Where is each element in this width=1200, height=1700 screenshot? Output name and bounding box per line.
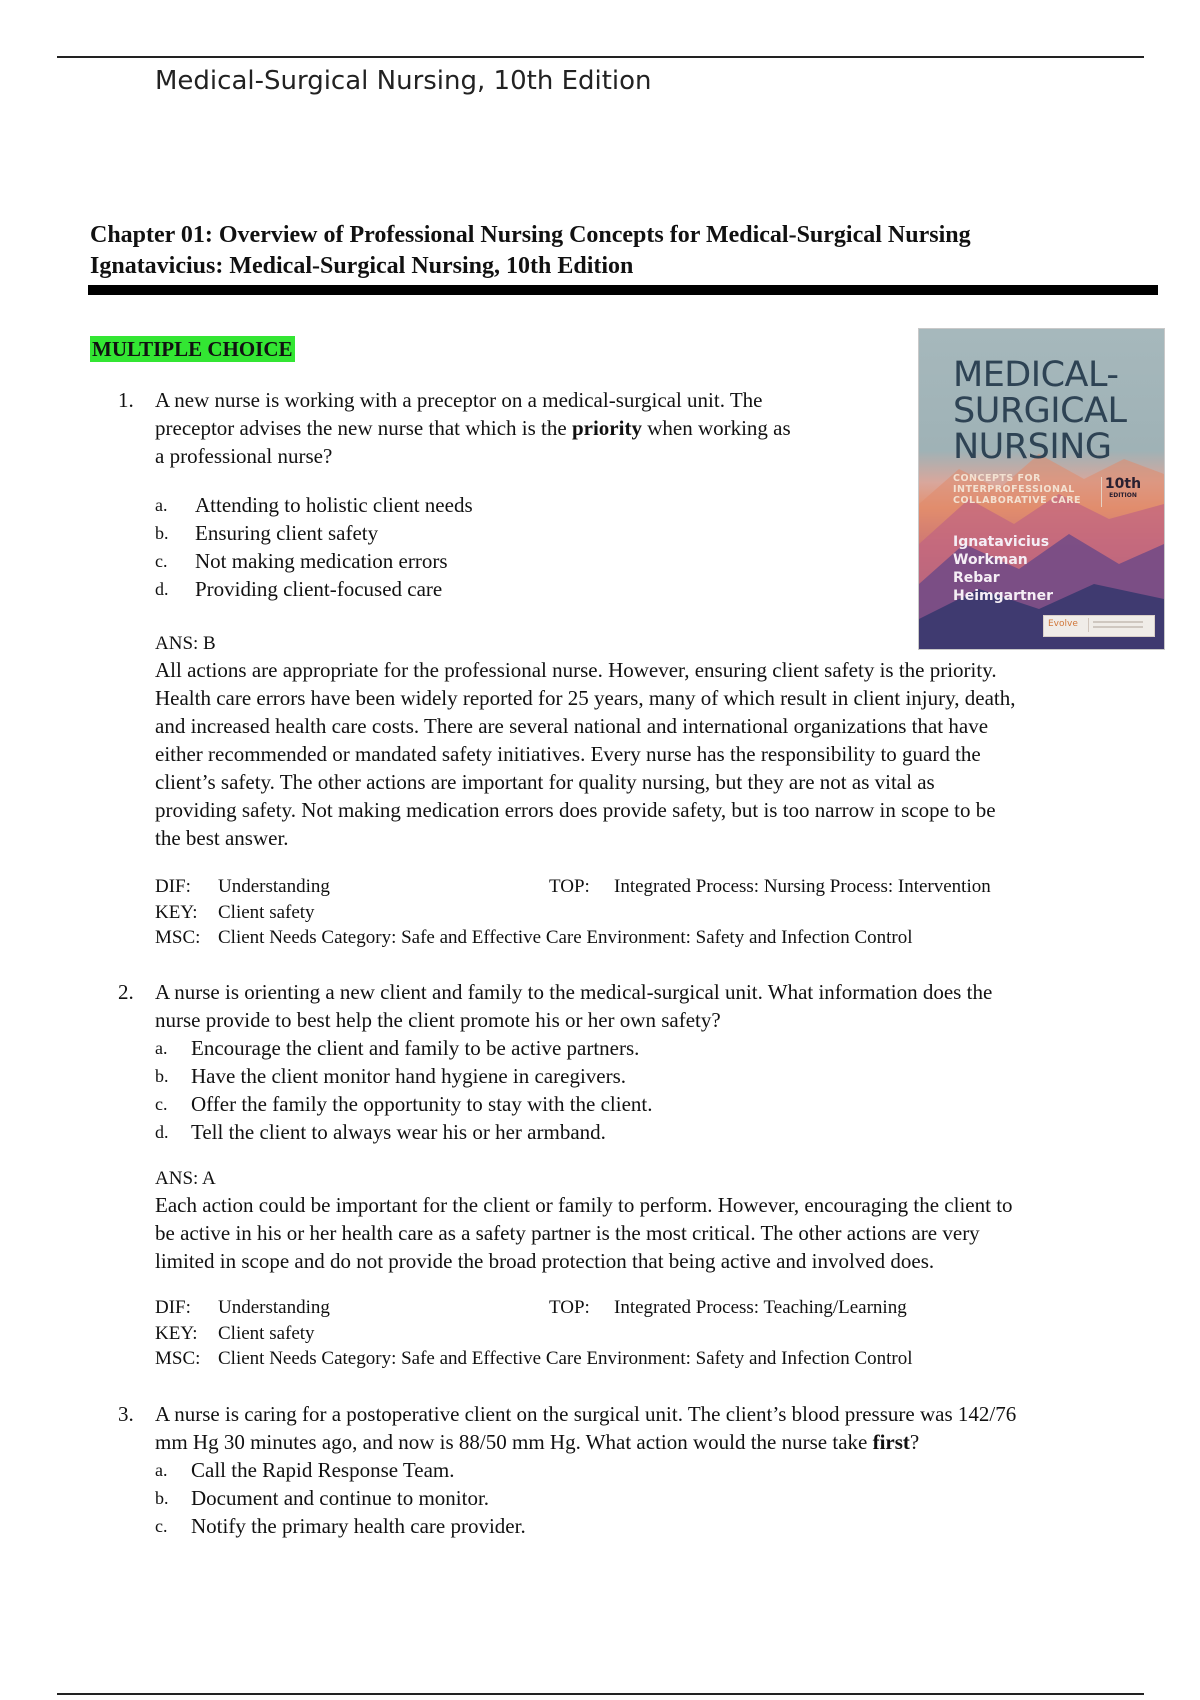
cover-subtitle-line: COLLABORATIVE CARE [953, 495, 1082, 506]
rationale-line: Each action could be important for the client or family to perform. However, encouraging the client to [155, 1193, 1013, 1217]
cover-author: Workman [953, 552, 1028, 568]
section-label: MULTIPLE CHOICE [92, 337, 293, 361]
dif-label: DIF: [155, 876, 191, 897]
option-text: Encourage the client and family to be active partners. [191, 1036, 640, 1060]
cover-title [953, 357, 1158, 465]
cover-edition-number: 10th [1104, 476, 1142, 492]
option-letter: c. [155, 1516, 168, 1536]
emphasis-word: priority [571, 416, 642, 440]
emphasis-word: first [872, 1430, 910, 1454]
evolve-detail-line [1093, 621, 1143, 623]
cover-title-line: MEDICAL- [953, 355, 1119, 395]
question-stem-line: A nurse is orienting a new client and family to the medical-surgical unit. What information does the [155, 980, 993, 1004]
cover-author: Heimgartner [953, 588, 1054, 604]
rationale-line: All actions are appropriate for the professional nurse. However, ensuring client safety is the priority. [155, 658, 997, 682]
key-label: KEY: [155, 1322, 198, 1344]
rationale-line: providing safety. Not making medication errors does provide safety, but is too narrow in scope to be [155, 798, 996, 822]
question-metadata [155, 1295, 1155, 1372]
option-letter: d. [155, 1122, 169, 1142]
cover-title-line: SURGICAL [953, 391, 1127, 431]
option-text: Attending to holistic client needs [195, 493, 473, 517]
answer-key: ANS: A [155, 1168, 216, 1189]
top-rule [57, 56, 1144, 58]
meta-row-key [155, 1321, 1155, 1347]
option-letter: a. [155, 1460, 168, 1480]
title-rule [88, 285, 1158, 295]
book-cover-image [918, 328, 1165, 650]
option-text: Ensuring client safety [195, 521, 379, 545]
rationale-line: be active in his or her health care as a safety partner is the most critical. The other actions are very [155, 1221, 980, 1245]
rationale-line: either recommended or mandated safety initiatives. Every nurse has the responsibility to guard the [155, 742, 981, 766]
book-title-line: Ignatavicius: Medical-Surgical Nursing, 10th Edition [90, 253, 634, 279]
option-text: Call the Rapid Response Team. [191, 1458, 455, 1482]
page-header: Medical-Surgical Nursing, 10th Edition [155, 66, 652, 96]
question-number: 2. [118, 980, 134, 1004]
evolve-detail [1088, 618, 1149, 632]
option-text: Document and continue to monitor. [191, 1486, 490, 1510]
option-text: Tell the client to always wear his or her armband. [191, 1120, 606, 1144]
rationale [155, 656, 1155, 852]
rationale-line: the best answer. [155, 826, 289, 850]
option-letter: d. [155, 579, 169, 599]
chapter-title-line: Chapter 01: Overview of Professional Nursing Concepts for Medical-Surgical Nursing [90, 222, 971, 248]
msc-label: MSC: [155, 1348, 201, 1369]
chapter-title [90, 220, 1170, 282]
option-text: Have the client monitor hand hygiene in caregivers. [191, 1064, 627, 1088]
meta-row-dif [155, 1295, 1155, 1321]
question-stem [155, 386, 791, 470]
cover-edition-badge [1101, 477, 1144, 507]
question-stem-line: nurse provide to best help the client promote his or her own safety? [155, 1008, 721, 1032]
option-letter: b. [155, 1066, 169, 1086]
meta-row-dif [155, 874, 1155, 900]
rationale-line: Health care errors have been widely reported for 25 years, many of which result in client injury, death, [155, 686, 1016, 710]
cover-author: Ignatavicius [953, 534, 1050, 550]
answer-key: ANS: B [155, 633, 216, 654]
dif-value: Understanding [218, 876, 330, 897]
question-stem-line: preceptor advises the new nurse that which is the priority when working as [155, 416, 791, 440]
evolve-logo: Evolve [1048, 619, 1078, 629]
option-text: Not making medication errors [195, 549, 448, 573]
bottom-rule [57, 1693, 1144, 1695]
question-stem-line: A nurse is caring for a postoperative client on the surgical unit. The client’s blood pressure was 142/76 [155, 1402, 1017, 1426]
question-stem-line: A new nurse is working with a preceptor on a medical-surgical unit. The [155, 388, 763, 412]
option-letter: a. [155, 495, 168, 515]
cover-subtitle-line: INTERPROFESSIONAL [953, 484, 1075, 495]
key-value: Client safety [218, 1322, 315, 1344]
cover-title-line: NURSING [953, 427, 1112, 467]
question-stem-line: mm Hg 30 minutes ago, and now is 88/50 mm Hg. What action would the nurse take first? [155, 1430, 920, 1454]
option-text: Providing client-focused care [195, 577, 443, 601]
question-metadata [155, 874, 1155, 951]
meta-row-key [155, 900, 1155, 926]
rationale-line: and increased health care costs. There are several national and international organizations that have [155, 714, 989, 738]
question-stem [155, 1400, 1016, 1456]
cover-evolve-banner [1043, 615, 1155, 637]
option-letter: a. [155, 1038, 168, 1058]
msc-value: Client Needs Category: Safe and Effective Care Environment: Safety and Infection Control [218, 1348, 913, 1369]
meta-row-msc [155, 925, 1155, 951]
question-stem-line: a professional nurse? [155, 444, 333, 468]
question-number: 1. [118, 388, 134, 412]
msc-label: MSC: [155, 927, 201, 948]
rationale-line: client’s safety. The other actions are important for quality nursing, but they are not as vital as [155, 770, 935, 794]
key-value: Client safety [218, 901, 315, 923]
top-value: Integrated Process: Nursing Process: Intervention [614, 876, 991, 897]
option-text: Notify the primary health care provider. [191, 1514, 526, 1538]
option-letter: b. [155, 523, 169, 543]
cover-author: Rebar [953, 570, 1000, 586]
evolve-detail-line [1093, 626, 1143, 628]
dif-value: Understanding [218, 1297, 330, 1318]
cover-subtitle-line: CONCEPTS FOR [953, 473, 1041, 484]
rationale-line: limited in scope and do not provide the broad protection that being active and involved does. [155, 1249, 935, 1273]
cover-subtitle [953, 473, 1103, 506]
option-letter: b. [155, 1488, 169, 1508]
rationale [155, 1191, 1155, 1275]
question-number: 3. [118, 1402, 134, 1426]
msc-value: Client Needs Category: Safe and Effective Care Environment: Safety and Infection Control [218, 927, 913, 948]
question-stem [155, 978, 992, 1034]
top-value: Integrated Process: Teaching/Learning [614, 1297, 907, 1318]
meta-row-msc [155, 1346, 1155, 1372]
option-text: Offer the family the opportunity to stay with the client. [191, 1092, 653, 1116]
cover-authors [953, 533, 1153, 605]
option-letter: c. [155, 1094, 168, 1114]
key-label: KEY: [155, 901, 198, 923]
cover-edition-word: EDITION [1109, 492, 1137, 499]
dif-label: DIF: [155, 1297, 191, 1318]
top-label: TOP: [549, 1297, 590, 1318]
top-label: TOP: [549, 876, 590, 897]
option-letter: c. [155, 551, 168, 571]
